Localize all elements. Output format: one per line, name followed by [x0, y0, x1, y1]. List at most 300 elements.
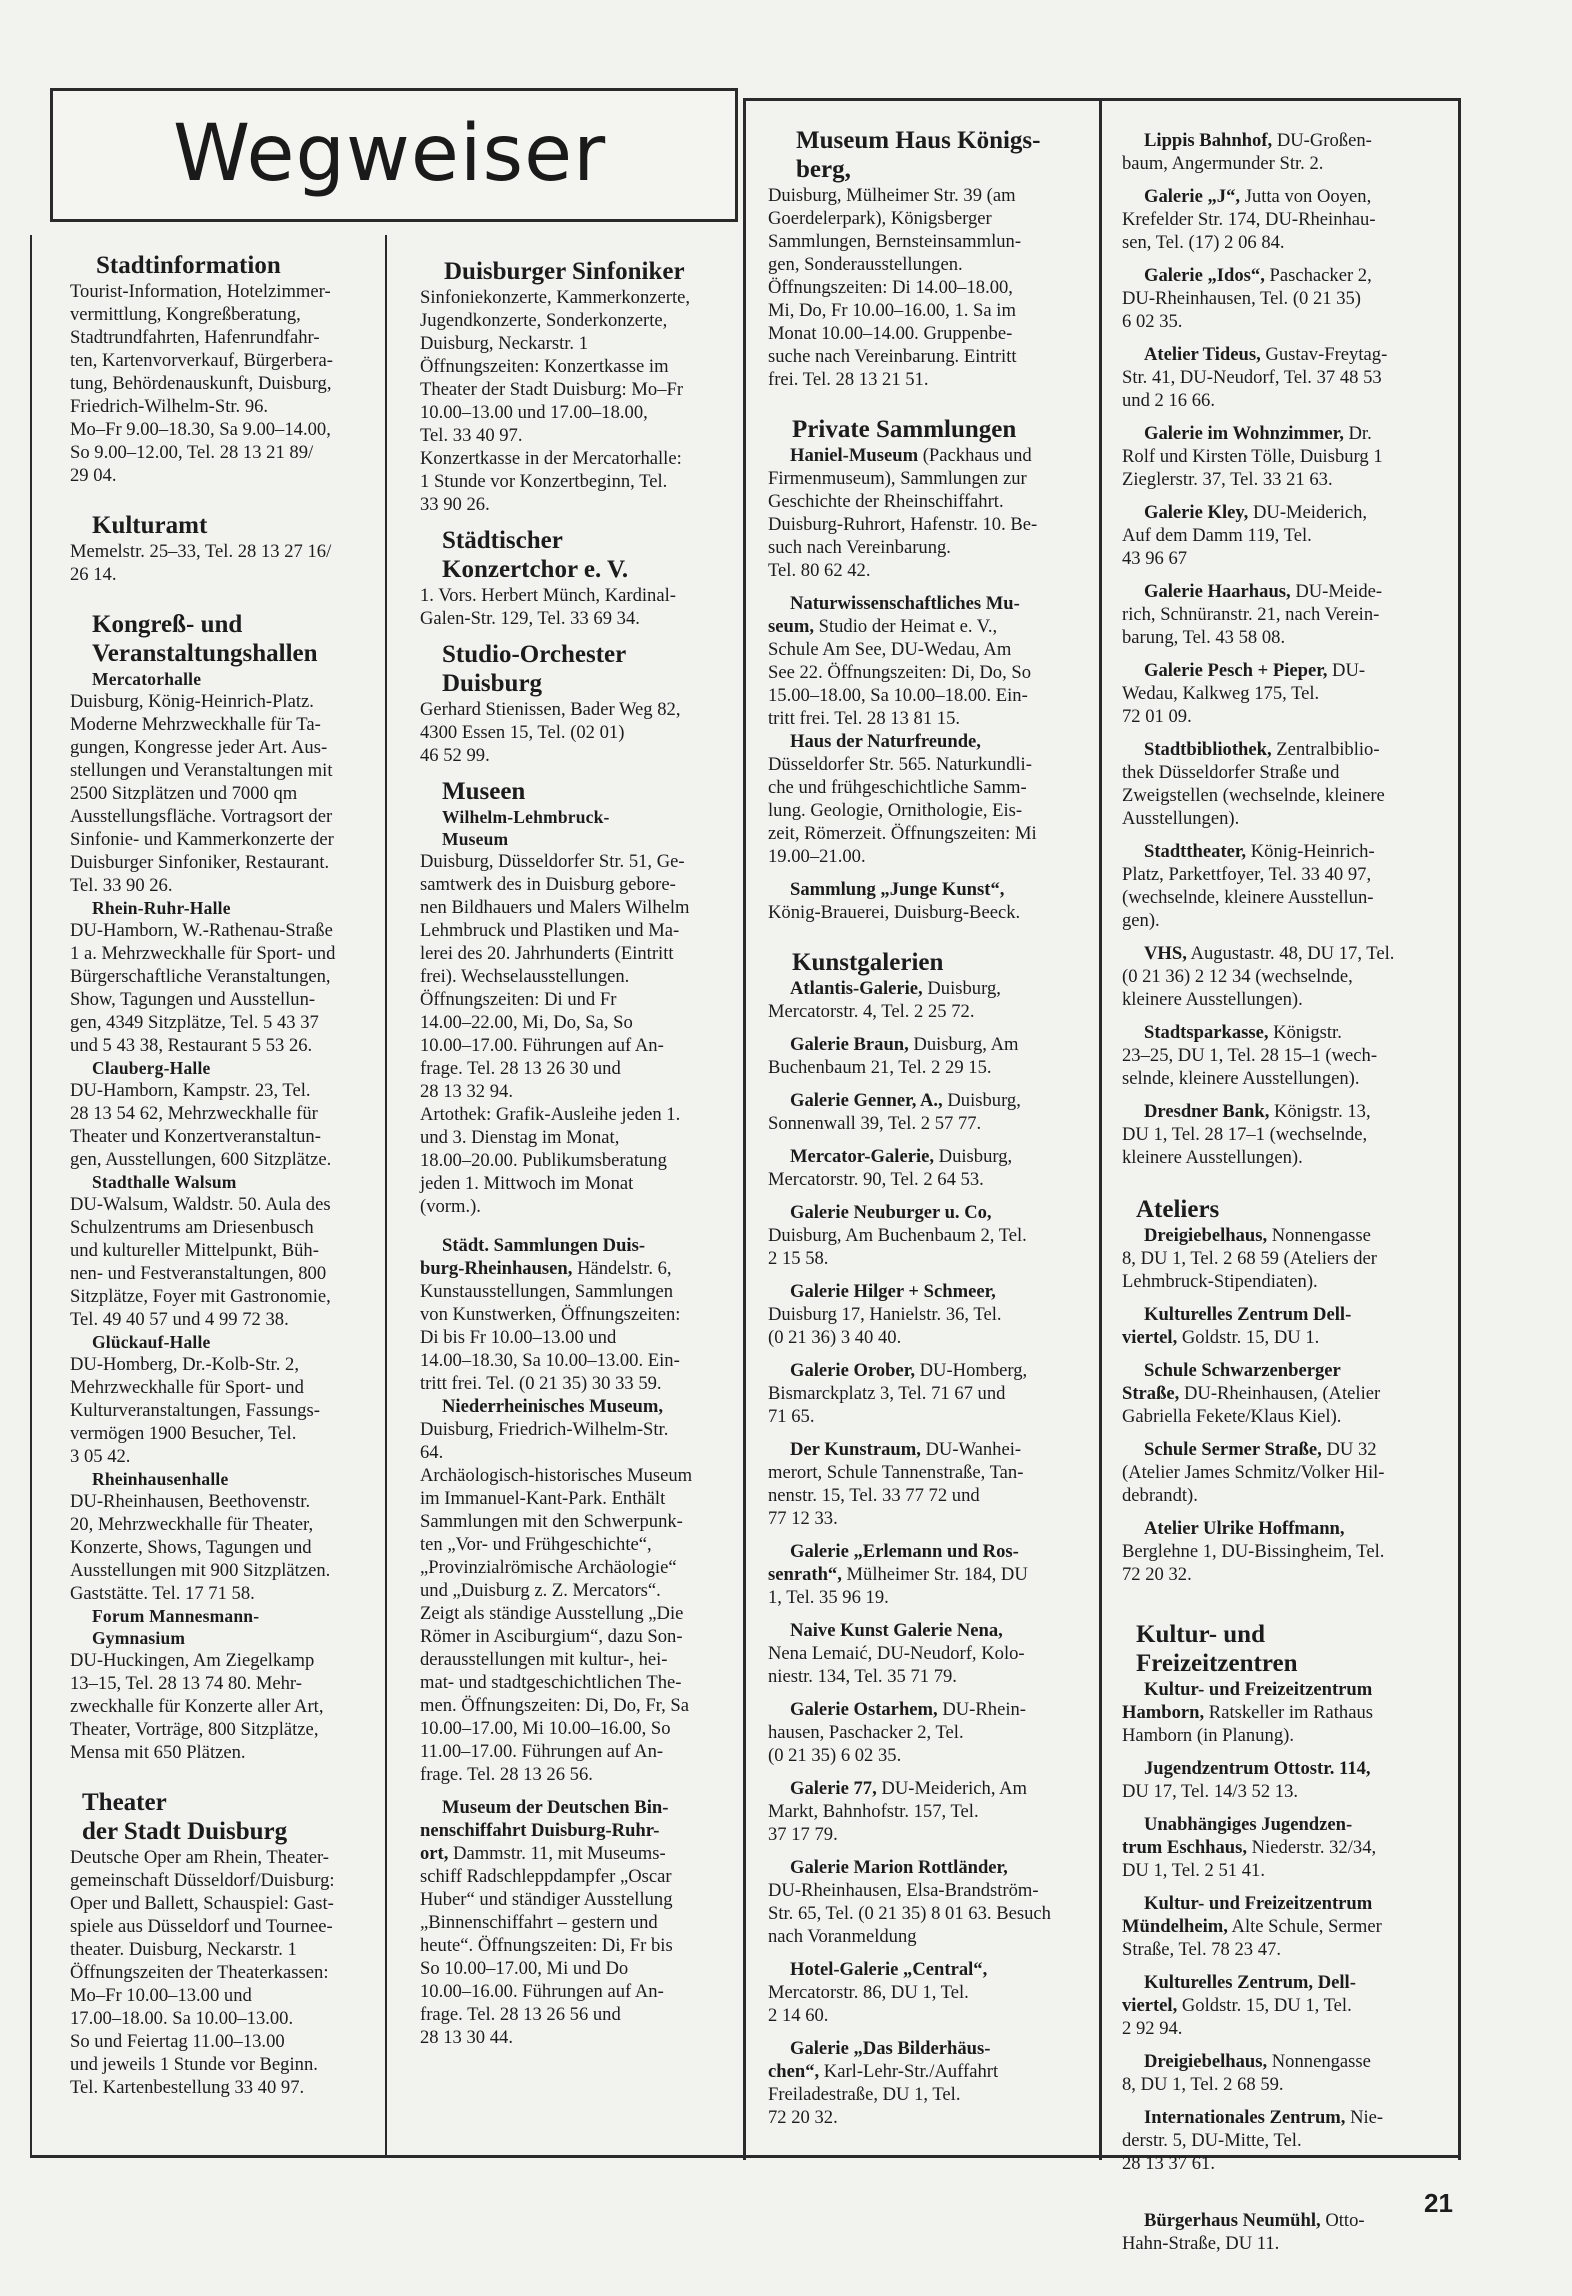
- text-line: 2 15 58.: [768, 1248, 829, 1269]
- divider-col1-col2: [385, 235, 387, 2155]
- spacer: [768, 1609, 1094, 1619]
- text-line: vermögen 1900 Besucher, Tel.: [70, 1423, 297, 1444]
- text-line: nen Bildhauers und Malers Wilhelm: [420, 897, 690, 918]
- entry-name: Galerie „Idos“,: [1144, 265, 1265, 286]
- entry-name: Unabhängiges Jugendzen-: [1144, 1814, 1353, 1835]
- section-heading: Duisburg: [442, 670, 543, 697]
- text-line: Di bis Fr 10.00–13.00 und: [420, 1327, 617, 1348]
- text-line: 11.00–17.00. Führungen auf An-: [420, 1741, 664, 1762]
- text-line: frage. Tel. 28 13 26 56.: [420, 1764, 593, 1785]
- spacer: [1122, 2175, 1454, 2185]
- text-line: tung, Behördenauskunft, Duisburg,: [70, 373, 332, 394]
- entry-second-line: [1122, 1994, 1454, 2017]
- text-line: Gerhard Stienissen, Bader Weg 82,: [420, 699, 681, 720]
- entry-name: Dreigiebelhaus,: [1144, 2051, 1268, 2072]
- text-line: Show, Tagungen und Ausstellun-: [70, 989, 316, 1010]
- text-line: Tel. Kartenbestellung 33 40 97.: [70, 2077, 305, 2098]
- entry-first-line: [1122, 738, 1454, 761]
- entry-name: Bürgerhaus Neumühl,: [1144, 2210, 1321, 2231]
- text-line: Rolf und Kirsten Tölle, Duisburg 1: [1122, 446, 1383, 467]
- text-line: Mensa mit 650 Plätzen.: [70, 1742, 246, 1763]
- spacer: [768, 2027, 1094, 2037]
- title-box: [50, 88, 738, 222]
- text-line: Mi, Do, Fr 10.00–16.00, 1. Sa im: [768, 300, 1016, 321]
- entry-name: Hotel-Galerie „Central“,: [790, 1959, 988, 1980]
- text-line: Firmenmuseum), Sammlungen zur: [768, 468, 1027, 489]
- entry-name: Naturwissenschaftliches Mu-: [790, 593, 1020, 614]
- text-line: Mercatorstr. 4, Tel. 2 25 72.: [768, 1001, 975, 1022]
- entry-detail: DU-Meiderich, Am: [876, 1778, 1028, 1799]
- spacer: [768, 582, 1094, 592]
- text-line: Jugendkonzerte, Sonderkonzerte,: [420, 310, 668, 331]
- text-line: Düsseldorfer Str. 565. Naturkundli-: [768, 754, 1032, 775]
- text-line: DU-Rheinhausen, Tel. (0 21 35): [1122, 288, 1361, 309]
- text-line: 28 13 32 94.: [420, 1081, 513, 1102]
- text-line: Zeigt als ständige Ausstellung „Die: [420, 1603, 684, 1624]
- spacer: [1122, 1428, 1454, 1438]
- text-line: suche nach Vereinbarung. Eintritt: [768, 346, 1017, 367]
- spacer: [1122, 1507, 1454, 1517]
- spacer: [768, 1349, 1094, 1359]
- text-line: Lehmbruck und Plastiken und Ma-: [420, 920, 680, 941]
- text-line: 28 13 54 62, Mehrzweckhalle für: [70, 1103, 318, 1124]
- text-line: frei). Wechselausstellungen.: [420, 966, 630, 987]
- text-line: merort, Schule Tannenstraße, Tan-: [768, 1462, 1024, 1483]
- spacer: [1122, 1747, 1454, 1757]
- entry-second-line: [1122, 1382, 1454, 1405]
- entry-detail: DU-Meide-: [1290, 581, 1383, 602]
- section-heading: Studio-Orchester: [442, 641, 627, 668]
- text-line: 71 65.: [768, 1406, 815, 1427]
- entry-first-line: [768, 1201, 1094, 1224]
- entry-name: Mercatorhalle: [92, 669, 202, 689]
- text-line: Schule Am See, DU-Wedau, Am: [768, 639, 1012, 660]
- text-line: So 9.00–12.00, Tel. 28 13 21 89/: [70, 442, 314, 463]
- entry-detail: Goldstr. 15, DU 1.: [1177, 1327, 1320, 1348]
- entry-name: Galerie Marion Rottländer,: [790, 1857, 1008, 1878]
- section-heading: Kulturamt: [92, 512, 208, 539]
- text-line: Sitzplätze, Foyer mit Gastronomie,: [70, 1286, 331, 1307]
- spacer: [1122, 1293, 1454, 1303]
- entry-name: Galerie im Wohnzimmer,: [1144, 423, 1344, 444]
- text-line: Wedau, Kalkweg 175, Tel.: [1122, 683, 1320, 704]
- entry-name: Mündelheim,: [1122, 1916, 1228, 1937]
- entry-first-line: [1122, 1517, 1454, 1540]
- spacer: [768, 1767, 1094, 1777]
- entry-name: Museum der Deutschen Bin-: [442, 1797, 669, 1818]
- section-heading: Museen: [442, 778, 526, 805]
- text-line: und jeweils 1 Stunde vor Beginn.: [70, 2054, 318, 2075]
- section-heading: Kunstgalerien: [792, 949, 944, 976]
- entry-first-line: [1122, 2106, 1454, 2129]
- text-line: 10.00–17.00, Mi 10.00–16.00, So: [420, 1718, 671, 1739]
- text-line: von Kunstwerken, Öffnungszeiten:: [420, 1304, 681, 1325]
- text-line: Deutsche Oper am Rhein, Theater-: [70, 1847, 329, 1868]
- entry-name: Städt. Sammlungen Duis-: [442, 1235, 646, 1256]
- section-heading: berg,: [796, 156, 851, 183]
- spacer: [1122, 1961, 1454, 1971]
- entry-name: seum,: [768, 616, 814, 637]
- entry-name: Galerie „Das Bilderhäus-: [790, 2038, 991, 2059]
- entry-detail: Otto-: [1320, 2210, 1365, 2231]
- entry-detail: Duisburg,: [922, 978, 1001, 999]
- spacer: [1122, 2185, 1454, 2209]
- text-line: gen, Sonderausstellungen.: [768, 254, 963, 275]
- section-heading: Theater: [82, 1789, 167, 1816]
- text-line: DU-Homberg, Dr.-Kolb-Str. 2,: [70, 1354, 299, 1375]
- entry-first-line: [768, 1619, 1094, 1642]
- entry-detail: Goldstr. 15, DU 1, Tel.: [1177, 1995, 1352, 2016]
- text-line: sen, Tel. (17) 2 06 84.: [1122, 232, 1285, 253]
- entry-second-line: [1122, 1915, 1454, 1938]
- text-line: See 22. Öffnungszeiten: Di, Do, So: [768, 662, 1032, 683]
- text-line: Theater und Konzertveranstaltun-: [70, 1126, 321, 1147]
- text-line: 72 01 09.: [1122, 706, 1192, 727]
- entry-name: chen“,: [768, 2061, 820, 2082]
- spacer: [768, 1530, 1094, 1540]
- entry-name: Naive Kunst Galerie Nena,: [790, 1620, 1003, 1641]
- text-line: frei. Tel. 28 13 21 51.: [768, 369, 929, 390]
- spacer: [768, 1135, 1094, 1145]
- text-line: DU-Rheinhausen, Elsa-Brandström-: [768, 1880, 1039, 1901]
- entry-first-line: [768, 878, 1094, 901]
- entry-detail: König-Heinrich-: [1246, 841, 1375, 862]
- text-line: samtwerk des in Duisburg gebore-: [420, 874, 676, 895]
- spacer: [768, 391, 1094, 415]
- text-line: DU 1, Tel. 2 51 41.: [1122, 1860, 1265, 1881]
- text-line: Konzertkasse in der Mercatorhalle:: [420, 448, 682, 469]
- entry-detail: Duisburg,: [934, 1146, 1013, 1167]
- text-line: „Binnenschiffahrt – gestern und: [420, 1912, 658, 1933]
- entry-detail: DU-Meiderich,: [1248, 502, 1368, 523]
- text-line: Tel. 80 62 42.: [768, 560, 871, 581]
- entry-first-line: [1122, 501, 1454, 524]
- text-line: 10.00–17.00. Führungen auf An-: [420, 1035, 664, 1056]
- entry-name: burg-Rheinhausen,: [420, 1258, 573, 1279]
- text-line: gen, Ausstellungen, 600 Sitzplätze.: [70, 1149, 332, 1170]
- text-line: Friedrich-Wilhelm-Str. 96.: [70, 396, 269, 417]
- entry-name: Rheinhausenhalle: [92, 1469, 229, 1489]
- text-line: vermittlung, Kongreßberatung,: [70, 304, 301, 325]
- spacer: [1122, 2255, 1454, 2265]
- text-line: Kunstausstellungen, Sammlungen: [420, 1281, 674, 1302]
- entry-name: trum Eschhaus,: [1122, 1837, 1248, 1858]
- text-line: Memelstr. 25–33, Tel. 28 13 27 16/: [70, 541, 332, 562]
- text-line: DU-Hamborn, W.-Rathenau-Straße: [70, 920, 333, 941]
- entry-name: Galerie „J“,: [1144, 186, 1241, 207]
- entry-name: Haniel-Museum: [790, 445, 919, 466]
- text-line: lung. Geologie, Ornithologie, Eis-: [768, 800, 1023, 821]
- section-heading: Private Sammlungen: [792, 416, 1017, 443]
- entry-detail: Mülheimer Str. 184, DU: [841, 1564, 1028, 1585]
- text-line: derstr. 5, DU-Mitte, Tel.: [1122, 2130, 1302, 2151]
- text-line: 18.00–20.00. Publikumsberatung: [420, 1150, 667, 1171]
- section-heading: Konzertchor e. V.: [442, 556, 629, 583]
- entry-first-line: [768, 2037, 1094, 2060]
- text-line: Sinfoniekonzerte, Kammerkonzerte,: [420, 287, 691, 308]
- entry-line: [420, 1819, 738, 1842]
- entry-detail: Duisburg,: [942, 1090, 1021, 1111]
- text-line: 8, DU 1, Tel. 2 68 59 (Ateliers der: [1122, 1248, 1378, 1269]
- entry-name: Clauberg-Halle: [92, 1058, 211, 1078]
- entry-name: Galerie Pesch + Pieper,: [1144, 660, 1328, 681]
- entry-detail: Nonnengasse: [1267, 2051, 1371, 2072]
- entry-first-line: [768, 444, 1094, 467]
- top-rule-right: [743, 98, 1461, 101]
- entry-name: Galerie Neuburger u. Co,: [790, 1202, 992, 1223]
- text-line: heute“. Öffnungszeiten: Di, Fr bis: [420, 1935, 673, 1956]
- text-line: Galen-Str. 129, Tel. 33 69 34.: [420, 608, 640, 629]
- entry-first-line: [1122, 1438, 1454, 1461]
- text-line: Duisburg 17, Hanielstr. 36, Tel.: [768, 1304, 1002, 1325]
- spacer: [1122, 2096, 1454, 2106]
- text-line: Sinfonie- und Kammerkonzerte der: [70, 829, 334, 850]
- text-line: kleinere Ausstellungen).: [1122, 1147, 1303, 1168]
- text-line: 2 14 60.: [768, 2005, 829, 2026]
- spacer: [1122, 649, 1454, 659]
- text-line: Huber“ und ständiger Ausstellung: [420, 1889, 673, 1910]
- entry-first-line: [1122, 1813, 1454, 1836]
- text-line: gen, 4349 Sitzplätze, Tel. 5 43 37: [70, 1012, 319, 1033]
- spacer: [1122, 830, 1454, 840]
- entry-first-line: [768, 1958, 1094, 1981]
- text-line: spiele aus Düsseldorf und Tournee-: [70, 1916, 333, 1937]
- entry-name: Galerie „Erlemann und Ros-: [790, 1541, 1019, 1562]
- text-line: Auf dem Damm 119, Tel.: [1122, 525, 1312, 546]
- entry-detail: Jutta von Ooyen,: [1240, 186, 1372, 207]
- text-line: debrandt).: [1122, 1485, 1198, 1506]
- entry-name: nenschiffahrt Duisburg-Ruhr-: [420, 1820, 660, 1841]
- text-line: Duisburg, König-Heinrich-Platz.: [70, 691, 314, 712]
- text-line: derausstellungen mit kultur-, hei-: [420, 1649, 668, 1670]
- entry-first-line: [768, 1856, 1094, 1879]
- text-line: schiff Radschleppdampfer „Oscar: [420, 1866, 672, 1887]
- spacer: [1122, 1011, 1454, 1021]
- text-line: Tel. 49 40 57 und 4 99 72 38.: [70, 1309, 289, 1330]
- entry-first-line: [1122, 1224, 1454, 1247]
- text-line: Buchenbaum 21, Tel. 2 29 15.: [768, 1057, 992, 1078]
- text-line: (0 21 36) 3 40 40.: [768, 1327, 902, 1348]
- entry-first-line: [1122, 659, 1454, 682]
- entry-name: Atlantis-Galerie,: [790, 978, 923, 999]
- entry-name: Galerie Ostarhem,: [790, 1699, 938, 1720]
- text-line: nenstr. 15, Tel. 33 77 72 und: [768, 1485, 980, 1506]
- text-line: Bismarckplatz 3, Tel. 71 67 und: [768, 1383, 1006, 1404]
- text-line: Duisburg, Neckarstr. 1: [420, 333, 589, 354]
- text-line: 8, DU 1, Tel. 2 68 59.: [1122, 2074, 1284, 2095]
- text-line: Mehrzweckhalle für Sport- und: [70, 1377, 304, 1398]
- spacer: [768, 1846, 1094, 1856]
- spacer: [768, 924, 1094, 948]
- text-line: und „Duisburg z. Z. Mercators“.: [420, 1580, 661, 1601]
- spacer: [1122, 728, 1454, 738]
- text-line: Straße, Tel. 78 23 47.: [1122, 1939, 1281, 1960]
- entry-first-line: [1122, 129, 1454, 152]
- entry-second-line: [1122, 1701, 1454, 1724]
- text-line: Tel. 33 40 97.: [420, 425, 523, 446]
- entry-detail: Dr.: [1343, 423, 1372, 444]
- text-line: 10.00–13.00 und 17.00–18.00,: [420, 402, 648, 423]
- entry-first-line: [1122, 422, 1454, 445]
- entry-line: [768, 615, 1094, 638]
- entry-first-line: [1122, 1021, 1454, 1044]
- spacer: [768, 1948, 1094, 1958]
- spacer: [1122, 175, 1454, 185]
- text-line: 33 90 26.: [420, 494, 490, 515]
- entry-detail: Dammstr. 11, mit Museums-: [448, 1843, 666, 1864]
- text-line: Ausstellungen).: [1122, 808, 1240, 829]
- entry-name: Kultur- und Freizeitzentrum: [1144, 1893, 1373, 1914]
- text-line: rich, Schnüranstr. 21, nach Verein-: [1122, 604, 1380, 625]
- entry-detail: Händelstr. 6,: [572, 1258, 672, 1279]
- text-line: und 5 43 38, Restaurant 5 53 26.: [70, 1035, 313, 1056]
- entry-first-line: [420, 1395, 738, 1418]
- text-line: Artothek: Grafik-Ausleihe jeden 1.: [420, 1104, 681, 1125]
- spacer: [1122, 932, 1454, 942]
- text-line: Nena Lemaić, DU-Neudorf, Kolo-: [768, 1643, 1025, 1664]
- text-line: Öffnungszeiten: Konzertkasse im: [420, 356, 669, 377]
- spacer: [768, 1270, 1094, 1280]
- entry-name: Wilhelm-Lehmbruck-: [442, 807, 610, 827]
- text-line: und 3. Dienstag im Monat,: [420, 1127, 620, 1148]
- text-line: 3 05 42.: [70, 1446, 131, 1467]
- entry-detail: DU-Großen-: [1272, 130, 1372, 151]
- entry-name: VHS,: [1144, 943, 1187, 964]
- text-line: 23–25, DU 1, Tel. 28 15–1 (wech-: [1122, 1045, 1378, 1066]
- spacer: [1122, 333, 1454, 343]
- entry-detail: Karl-Lehr-Str./Auffahrt: [819, 2061, 999, 2082]
- text-line: So 10.00–17.00, Mi und Do: [420, 1958, 629, 1979]
- entry-name: Mercator-Galerie,: [790, 1146, 935, 1167]
- text-line: frage. Tel. 28 13 26 56 und: [420, 2004, 621, 2025]
- text-line: (0 21 35) 6 02 35.: [768, 1745, 902, 1766]
- entry-first-line: [768, 1280, 1094, 1303]
- entry-name: viertel,: [1122, 1327, 1178, 1348]
- entry-detail: Zentralbiblio-: [1271, 739, 1380, 760]
- text-line: 43 96 67: [1122, 548, 1188, 569]
- text-line: König-Brauerei, Duisburg-Beeck.: [768, 902, 1021, 923]
- entry-first-line: [1122, 840, 1454, 863]
- spacer: [1122, 2040, 1454, 2050]
- entry-name: Stadthalle Walsum: [92, 1172, 237, 1192]
- text-line: Freiladestraße, DU 1, Tel.: [768, 2084, 961, 2105]
- text-line: Tourist-Information, Hotelzimmer-: [70, 281, 331, 302]
- text-line: Bürgerschaftliche Veranstaltungen,: [70, 966, 331, 987]
- entry-detail: Paschacker 2,: [1264, 265, 1372, 286]
- text-line: Berglehne 1, DU-Bissingheim, Tel.: [1122, 1541, 1385, 1562]
- entry-detail: DU-Wanhei-: [920, 1439, 1022, 1460]
- spacer: [1122, 1169, 1454, 1179]
- entry-name: Galerie Braun,: [790, 1034, 909, 1055]
- text-line: gungen, Kongresse jeder Art. Aus-: [70, 737, 328, 758]
- entry-first-line: [768, 1438, 1094, 1461]
- entry-line: [420, 1842, 738, 1865]
- entry-first-line: [1122, 1971, 1454, 1994]
- text-line: barung, Tel. 43 58 08.: [1122, 627, 1286, 648]
- spacer: [1122, 1882, 1454, 1892]
- entry-name: Der Kunstraum,: [790, 1439, 921, 1460]
- entry-name: ort,: [420, 1843, 449, 1864]
- entry-name: Sammlung „Junge Kunst“,: [790, 879, 1005, 900]
- entry-first-line: [768, 1089, 1094, 1112]
- page-number: 21: [1424, 2188, 1453, 2218]
- entry-detail: DU-: [1327, 660, 1366, 681]
- entry-first-line: [768, 1145, 1094, 1168]
- text-line: Schulzentrums am Driesenbusch: [70, 1217, 314, 1238]
- spacer: [70, 1764, 380, 1788]
- spacer: [768, 2129, 1094, 2139]
- entry-name: Stadtbibliothek,: [1144, 739, 1272, 760]
- entry-detail: DU-Rheinhausen, (Atelier: [1179, 1383, 1381, 1404]
- entry-first-line: [1122, 1303, 1454, 1326]
- entry-detail: Augustastr. 48, DU 17, Tel.: [1186, 943, 1395, 964]
- entry-detail: DU-Rhein-: [937, 1699, 1026, 1720]
- text-line: 19.00–21.00.: [768, 846, 866, 867]
- section-heading: Städtischer: [442, 527, 563, 554]
- column-4: [1122, 129, 1454, 2265]
- text-line: 46 52 99.: [420, 745, 490, 766]
- entry-first-line: [1122, 343, 1454, 366]
- text-line: selnde, kleinere Ausstellungen).: [1122, 1068, 1360, 1089]
- entry-name: Galerie Genner, A.,: [790, 1090, 943, 1111]
- spacer: [70, 487, 380, 511]
- entry-first-line: [768, 977, 1094, 1000]
- entry-first-line: [1122, 1757, 1454, 1780]
- entry-name: Galerie Kley,: [1144, 502, 1249, 523]
- entry-name: Rhein-Ruhr-Halle: [92, 898, 231, 918]
- text-line: Duisburg, Mülheimer Str. 39 (am: [768, 185, 1016, 206]
- text-line: nen- und Festveranstaltungen, 800: [70, 1263, 327, 1284]
- text-line: Mercatorstr. 86, DU 1, Tel.: [768, 1982, 969, 2003]
- entry-name: Galerie Hilger + Schmeer,: [790, 1281, 996, 1302]
- text-line: Sammlungen mit den Schwerpunk-: [420, 1511, 683, 1532]
- text-line: gen).: [1122, 910, 1160, 931]
- spacer: [1122, 1596, 1454, 1620]
- entry-second-line: [768, 1563, 1094, 1586]
- text-line: 26 14.: [70, 564, 117, 585]
- spacer: [768, 1191, 1094, 1201]
- entry-name: Galerie 77,: [790, 1778, 877, 1799]
- page-title: Wegweiser: [173, 109, 607, 199]
- text-line: (wechselnde, kleinere Ausstellun-: [1122, 887, 1374, 908]
- entry-first-line: [1122, 1892, 1454, 1915]
- text-line: tritt frei. Tel. (0 21 35) 30 33 59.: [420, 1373, 662, 1394]
- text-line: 1 Stunde vor Konzertbeginn, Tel.: [420, 471, 668, 492]
- text-line: Mo–Fr 10.00–13.00 und: [70, 1985, 252, 2006]
- spacer: [1122, 412, 1454, 422]
- text-line: DU-Rheinhausen, Beethovenstr.: [70, 1491, 311, 1512]
- text-line: 1. Vors. Herbert Münch, Kardinal-: [420, 585, 676, 606]
- section-heading: Kongreß- und: [92, 611, 243, 638]
- spacer: [768, 1428, 1094, 1438]
- text-line: such nach Vereinbarung.: [768, 537, 951, 558]
- text-line: 37 17 79.: [768, 1824, 838, 1845]
- text-line: Mo–Fr 9.00–18.30, Sa 9.00–14.00,: [70, 419, 331, 440]
- entry-name: Lippis Bahnhof,: [1144, 130, 1273, 151]
- text-line: 72 20 32.: [768, 2107, 838, 2128]
- spacer: [70, 586, 380, 610]
- entry-name: Straße,: [1122, 1383, 1180, 1404]
- text-line: Duisburg-Ruhrort, Hafenstr. 10. Be-: [768, 514, 1038, 535]
- entry-name: Schule Schwarzenberger: [1144, 1360, 1341, 1381]
- text-line: Markt, Bahnhofstr. 157, Tel.: [768, 1801, 979, 1822]
- entry-name: Internationales Zentrum,: [1144, 2107, 1346, 2128]
- column-2: [420, 257, 738, 2049]
- spacer: [1122, 1179, 1454, 1195]
- text-line: DU-Hamborn, Kampstr. 23, Tel.: [70, 1080, 311, 1101]
- divider-right-outer: [1458, 98, 1461, 2160]
- column-3: [768, 126, 1094, 2139]
